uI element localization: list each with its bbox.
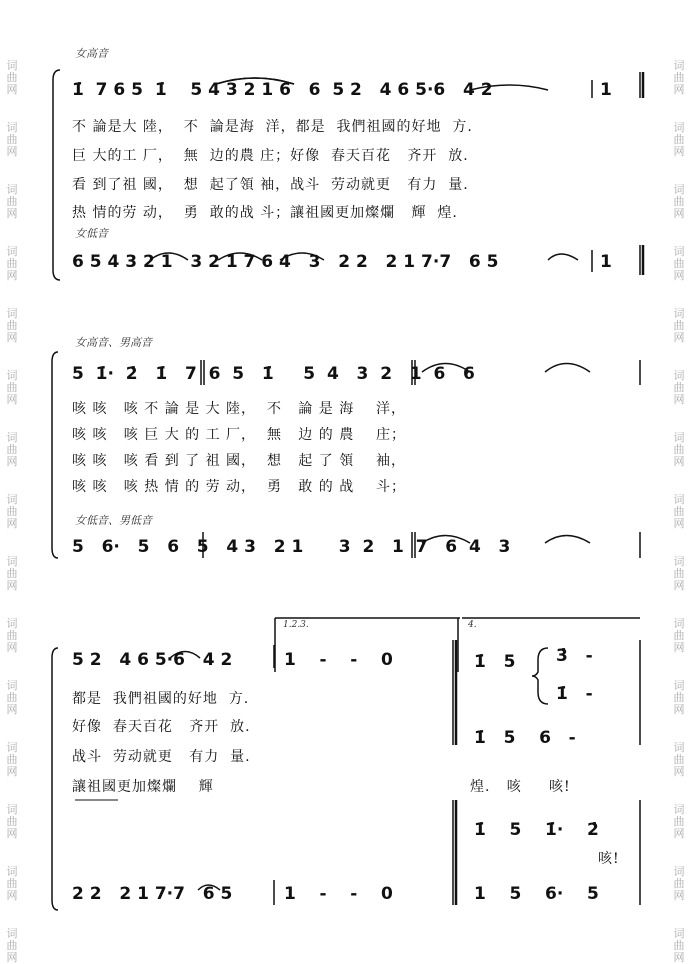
watermark-text: 词 曲 网 <box>673 865 685 902</box>
lyrics3-final: 咳! <box>598 851 620 867</box>
notes-lower-ending: 1 5 6· 5 <box>474 884 599 904</box>
lyrics2-verse1: 咳 咳 咳 不 論 是 大 陸， 不 論 是 海 洋， <box>72 401 407 417</box>
volta-first: 1.2.3. <box>283 620 309 630</box>
watermark-text: 词 曲 网 <box>673 617 685 654</box>
lyrics-verse4: 热 情的劳 动， 勇 敢的战 斗；讓祖國更加燦爛 輝 煌. <box>72 205 458 221</box>
notes-alto-line1: 6 5 4 3 2 1 3 2 1 7 6 4 3 2 2 2 1 7·7 6 5 <box>72 252 499 272</box>
notes-soprano-line1: 1̇ 7 6 5 1̇ 5 4 3 2 1 6 6 5 2 4 6 5·6 4 2 <box>72 80 493 100</box>
notes-middle-ending: 1̇ 5 6 - <box>474 728 576 748</box>
system3-brace <box>52 648 58 910</box>
voice-label-sop-tenor: 女高音、男高音 <box>75 336 152 349</box>
watermark-text: 词 曲 网 <box>673 369 685 406</box>
chord-bottom: 1̇ - <box>556 684 593 704</box>
notes-soprano-line1-end: 1 <box>600 80 612 100</box>
lyrics3-verse4: 讓祖國更加燦爛 輝 <box>72 779 214 795</box>
watermark-text: 词 曲 网 <box>673 59 685 96</box>
watermark-text: 词 曲 网 <box>6 555 18 592</box>
lyrics2-verse4: 咳 咳 咳 热 情 的 劳 动， 勇 敢 的 战 斗； <box>72 479 407 495</box>
lyrics2-verse2: 咳 咳 咳 巨 大 的 工 厂， 無 边 的 農 庄； <box>72 427 407 443</box>
notes-lower-line2: 5 6· 5 6 5 4 3 2 1 3 2 1 7 6 4 3 <box>72 537 511 557</box>
watermark-text: 词 曲 网 <box>6 741 18 778</box>
watermark-text: 词 曲 网 <box>6 803 18 840</box>
system2-brace <box>52 352 58 558</box>
watermark-text: 词 曲 网 <box>673 245 685 282</box>
watermark-text: 词 曲 网 <box>6 431 18 468</box>
watermark-text: 词 曲 网 <box>673 183 685 220</box>
watermark-text: 词 曲 网 <box>673 493 685 530</box>
system1-brace <box>53 70 60 280</box>
lyrics3-verse2: 好像 春天百花 齐开 放. <box>72 719 251 735</box>
watermark-text: 词 曲 网 <box>6 617 18 654</box>
notes-lower-line3: 2 2 2 1 7·7 6 5 <box>72 884 233 904</box>
volta-second: 4. <box>468 620 477 630</box>
voice-label-soprano: 女高音 <box>75 47 108 60</box>
lyrics2-verse3: 咳 咳 咳 看 到 了 祖 國， 想 起 了 領 袖， <box>72 453 407 469</box>
notes-alto-line1-end: 1 <box>600 252 612 272</box>
watermark-text: 词 曲 网 <box>673 307 685 344</box>
watermark-text: 词 曲 网 <box>673 679 685 716</box>
voice-label-alto-bass: 女低音、男低音 <box>75 514 152 527</box>
notes-upper-rest: 1 - - 0 <box>284 650 393 670</box>
watermark-text: 词 曲 网 <box>673 741 685 778</box>
notes-upper-line3: 5 2 4 6 5·6 4 2 <box>72 650 233 670</box>
watermark-text: 词 曲 网 <box>6 679 18 716</box>
chord-top: 3̇ - <box>556 646 593 666</box>
notes-upper-line2: 5 1̇· 2̇ 1̇ 7 6 5 1̇ 5 4 3 2 1 6 6 <box>72 364 475 384</box>
notes-lower-top-ending: 1̇ 5 1̇· 2̇ <box>474 820 599 840</box>
lyrics-verse3: 看 到了祖 國， 想 起了領 袖，战斗 劳动就更 有力 量. <box>72 177 469 193</box>
watermark-text: 词 曲 网 <box>673 431 685 468</box>
watermark-text: 词 曲 网 <box>6 245 18 282</box>
lyrics3-verse3: 战斗 劳动就更 有力 量. <box>72 749 251 765</box>
watermark-text: 词 曲 网 <box>6 927 18 964</box>
watermark-text: 词 曲 网 <box>6 307 18 344</box>
watermark-text: 词 曲 网 <box>673 555 685 592</box>
watermark-text: 词 曲 网 <box>673 927 685 964</box>
notes-upper-ending: 1̇ 5 <box>474 652 516 672</box>
watermark-text: 词 曲 网 <box>6 121 18 158</box>
watermark-text: 词 曲 网 <box>6 369 18 406</box>
lyrics3-verse1: 都是 我們祖國的好地 方. <box>72 691 250 707</box>
watermark-text: 词 曲 网 <box>6 493 18 530</box>
watermark-text: 词 曲 网 <box>673 803 685 840</box>
watermark-text: 词 曲 网 <box>6 183 18 220</box>
voice-label-alto: 女低音 <box>75 227 108 240</box>
lyrics-verse1: 不 論是大 陸， 不 論是海 洋，都是 我們祖國的好地 方. <box>72 119 473 135</box>
watermark-text: 词 曲 网 <box>6 865 18 902</box>
lyrics3-ending: 煌. 咳 咳! <box>470 779 571 795</box>
notes-lower-rest: 1 - - 0 <box>284 884 393 904</box>
watermark-text: 词 曲 网 <box>6 59 18 96</box>
lyrics-verse2: 巨 大的工 厂， 無 边的農 庄；好像 春天百花 齐开 放. <box>72 148 469 164</box>
watermark-text: 词 曲 网 <box>673 121 685 158</box>
